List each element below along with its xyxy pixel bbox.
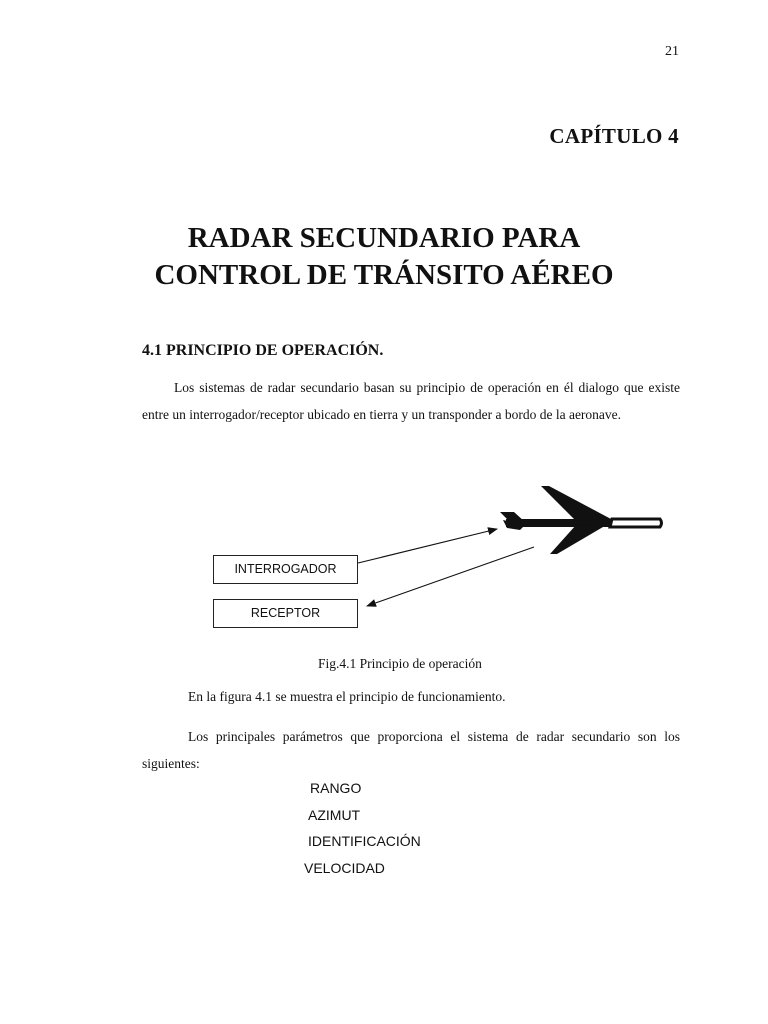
parameter-item: RANGO: [310, 780, 362, 796]
interrogador-box: INTERROGADOR: [213, 555, 358, 584]
airplane-icon: [500, 486, 662, 554]
paragraph-intro: Los sistemas de radar secundario basan su principio de operación en él dialogo que existe entre un interrogador/receptor ubicado en tierra y un transponder a bordo de la aeronave.: [142, 380, 680, 422]
chapter-heading: CAPÍTULO 4: [549, 124, 679, 148]
receptor-box: RECEPTOR: [213, 599, 358, 628]
interrogation-arrow: [358, 529, 497, 563]
parameter-item: IDENTIFICACIÓN: [308, 833, 421, 849]
reply-arrow: [367, 547, 534, 606]
title-line-1: RADAR SECUNDARIO PARA: [187, 222, 581, 254]
figure-caption: Fig.4.1 Principio de operación: [318, 656, 482, 671]
title-line-2: CONTROL DE TRÁNSITO AÉREO: [154, 259, 614, 291]
paragraph-figure-reference: En la figura 4.1 se muestra el principio de funcionamiento.: [188, 689, 506, 704]
parameter-item: AZIMUT: [308, 807, 361, 823]
paragraph-parameters-intro: Los principales parámetros que proporciona el sistema de radar secundario son los siguientes:: [142, 729, 680, 771]
section-heading: 4.1 PRINCIPIO DE OPERACIÓN.: [142, 342, 384, 359]
parameter-item: VELOCIDAD: [304, 860, 385, 876]
page-number: 21: [665, 44, 679, 59]
